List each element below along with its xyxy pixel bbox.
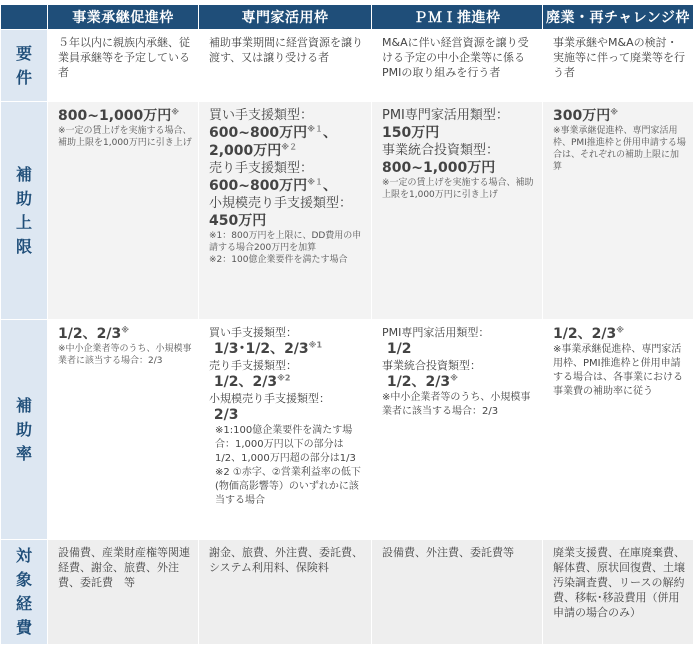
requirement-expert: 補助事業期間に経営資源を譲り渡す、又は譲り受ける者 xyxy=(199,30,372,102)
rate-text: 2/3 xyxy=(213,407,239,423)
amount-text: 600~800万円 xyxy=(209,178,308,194)
limit-row xyxy=(1,102,693,320)
column-header-succession: 事業承継促進枠 xyxy=(48,5,199,30)
pmi-label: PMI専門家活用類型： xyxy=(382,108,509,123)
rate-expert-note-2: ※2 ①赤字、②営業利益率の低下(物価高影響等）のいずれかに該当する場合 xyxy=(215,467,361,506)
rate-rechallenge xyxy=(543,320,693,540)
pmi-rate xyxy=(382,340,536,358)
note-mark: ※１ xyxy=(307,177,323,187)
amount-text: 600~800万円 xyxy=(209,125,308,141)
requirement-succession: ５年以内に親族内承継、従業員承継等を予定している者 xyxy=(48,30,199,102)
investment-label: 事業統合投資類型： xyxy=(382,143,500,158)
rate-text: 1/3･1/2、2/3 xyxy=(213,341,309,357)
limit-expert-note-2: ※2：100億企業要件を満たす場合 xyxy=(209,255,348,265)
buy-rate xyxy=(209,340,365,358)
limit-pmi-note: ※一定の賃上げを実施する場合、補助上限を1,000万円に引き上げ xyxy=(382,178,534,200)
row-header-expenses xyxy=(1,540,48,645)
note-mark: ※1 xyxy=(308,340,323,350)
column-header-rechallenge: 廃業・再チャレンジ枠 xyxy=(543,5,693,30)
expenses-pmi: 設備費、外注費、委託費等 xyxy=(372,540,543,645)
subsidy-frame-table xyxy=(0,4,693,645)
row-header-char: 助 xyxy=(15,188,32,208)
buy-amount-2 xyxy=(209,142,365,160)
requirement-pmi: M&Aに伴い経営資源を譲り受ける予定の中小企業等に係るPMIの取り組みを行う者 xyxy=(372,30,543,102)
row-header-char: 経 xyxy=(15,594,32,613)
corner-cell xyxy=(1,5,48,30)
row-header-char: 上 xyxy=(15,212,32,232)
rate-pmi xyxy=(372,320,543,540)
buy-label: 買い手支援類型： xyxy=(209,326,297,339)
sell-label: 売り手支援類型： xyxy=(209,359,297,372)
limit-amount xyxy=(553,107,687,125)
row-header-requirement xyxy=(1,30,48,102)
rate-expert xyxy=(199,320,372,540)
limit-amount xyxy=(58,107,192,125)
sell-rate xyxy=(209,373,365,391)
note-mark: ※１ xyxy=(307,124,323,134)
note-mark: ※2 xyxy=(277,373,291,383)
limit-pmi xyxy=(372,102,543,320)
rate-text: 1/2、2/3 xyxy=(553,326,617,342)
row-header-rate xyxy=(1,320,48,540)
amount-text: 300万円 xyxy=(553,108,611,124)
column-header-expert: 専門家活用枠 xyxy=(199,5,372,30)
sell-label: 売り手支援類型： xyxy=(209,161,314,176)
row-header-char: 件 xyxy=(15,67,32,87)
small-sell-label: 小規模売り手支援類型： xyxy=(209,196,353,211)
row-header-char: 率 xyxy=(15,443,32,463)
investment-amount: 800~1,000万円 xyxy=(382,160,496,176)
amount-text: 800~1,000万円 xyxy=(58,108,172,124)
requirement-rechallenge: 事業承継やM&Aの検討・実施等に伴って廃業等を行う者 xyxy=(543,30,693,102)
expenses-rechallenge: 廃業支援費、在庫廃棄費、解体費、原状回復費、土壌汚染調査費、リースの解約費、移転･移設費用（併用申請の場合のみ） xyxy=(543,540,693,645)
header-row xyxy=(1,5,693,30)
limit-succession xyxy=(48,102,199,320)
amount-text: 2,000万円 xyxy=(209,143,282,159)
sell-amount: 600~800万円$^{※1}$、 xyxy=(209,177,337,194)
requirement-row xyxy=(1,30,693,102)
small-sell-amount: 450万円 xyxy=(209,213,267,229)
row-header-char: 象 xyxy=(15,570,32,589)
note-mark: ※ xyxy=(171,107,180,117)
row-header-char: 限 xyxy=(15,236,32,256)
rate-text: 1/2、2/3 xyxy=(213,374,278,390)
rate-pmi-note: ※中小企業者等のうち、小規模事業者に該当する場合：2/3 xyxy=(382,392,531,417)
rate-value xyxy=(553,325,687,343)
expenses-row xyxy=(1,540,693,645)
note-mark: ※ xyxy=(121,325,129,335)
investment-label: 事業統合投資類型： xyxy=(382,359,481,372)
row-header-char: 補 xyxy=(15,164,32,184)
note-mark: ※ xyxy=(616,325,624,335)
pmi-label: PMI専門家活用類型： xyxy=(382,326,490,339)
row-header-char: 助 xyxy=(15,419,32,439)
limit-rechallenge xyxy=(543,102,693,320)
note-mark: ※ xyxy=(610,107,619,117)
row-header-char: 対 xyxy=(15,546,32,565)
limit-note: ※一定の賃上げを実施する場合、補助上限を1,000万円に引き上げ xyxy=(58,126,192,148)
expenses-expert: 謝金、旅費、外注費、委託費、システム利用料、保険料 xyxy=(199,540,372,645)
pmi-amount: 150万円 xyxy=(382,125,440,141)
row-header-limit xyxy=(1,102,48,320)
small-sell-rate xyxy=(209,406,365,424)
investment-rate xyxy=(382,373,536,391)
expenses-succession: 設備費、産業財産権等関連経費、謝金、旅費、外注費、委託費 等 xyxy=(48,540,199,645)
limit-expert xyxy=(199,102,372,320)
rate-value xyxy=(58,325,192,343)
rate-succession-note: ※中小企業者等のうち、小規模事業者に該当する場合：2/3 xyxy=(58,344,192,366)
column-header-pmi: ＰＭＩ推進枠 xyxy=(372,5,543,30)
rate-text: 1/2、2/3 xyxy=(386,374,451,390)
row-header-char: 費 xyxy=(15,618,32,637)
row-header-char: 補 xyxy=(15,395,32,415)
rate-rechallenge-note: ※事業承継促進枠、専門家活用枠、PMI推進枠と併用申請する場合は、各事業における事業費の補助率に従う xyxy=(553,344,683,397)
buy-label: 買い手支援類型： xyxy=(209,108,314,123)
rate-row xyxy=(1,320,693,540)
rate-text: 1/2 xyxy=(386,341,412,357)
rate-text: 1/2、2/3 xyxy=(58,326,122,342)
rate-succession xyxy=(48,320,199,540)
buy-amount-1: 600~800万円$^{※1}$、 xyxy=(209,124,337,141)
row-header-char: 要 xyxy=(15,43,32,63)
limit-rechallenge-note: ※事業承継促進枠、専門家活用枠、PMI推進枠と併用申請する場合は、それぞれの補助上限に加算 xyxy=(553,126,686,172)
note-mark: ※ xyxy=(450,373,458,383)
rate-expert-note-1: ※1:100億企業要件を満たす場合：1,000万円以下の部分は1/2、1,000万円超の部分は1/3 xyxy=(215,425,356,464)
limit-expert-note-1: ※1：800万円を上限に、DD費用の申請する場合200万円を加算 xyxy=(209,231,362,253)
note-mark: ※２ xyxy=(281,142,298,152)
small-sell-label: 小規模売り手支援類型： xyxy=(209,392,330,405)
